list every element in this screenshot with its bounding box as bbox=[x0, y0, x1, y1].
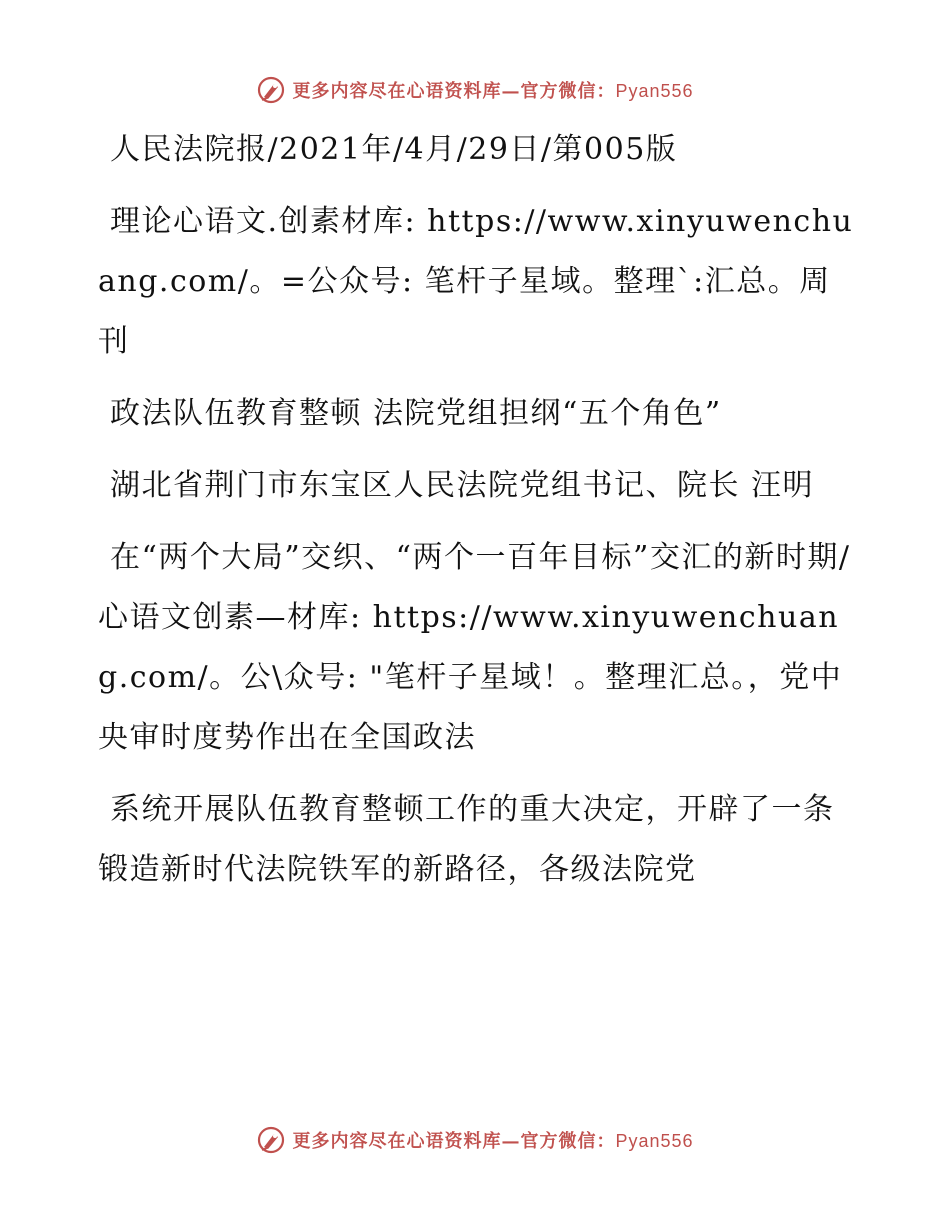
source-line: 人民法院报/2021年/4月/29日/第005版 bbox=[110, 132, 678, 167]
banner-text bbox=[292, 1127, 693, 1153]
banner-prefix: 更多内容尽在心语资料库—官方微信： bbox=[292, 1131, 616, 1152]
banner-prefix: 更多内容尽在心语资料库—官方微信： bbox=[292, 81, 616, 102]
header-watermark-banner bbox=[0, 72, 950, 108]
banner-wechat-id: Pyan556 bbox=[615, 81, 694, 101]
banner-text bbox=[292, 77, 693, 103]
paragraph: 系统开展队伍教育整顿工作的重大决定，开辟了一条锻造新时代法院铁军的新路径，各级法院党 bbox=[98, 792, 835, 887]
banner-wechat-id: Pyan556 bbox=[615, 1131, 694, 1151]
pen-nib-logo-icon bbox=[256, 75, 286, 105]
paragraph: 理论心语文.创素材库: https://www.xinyuwenchuang.com/。=公众号: 笔杆子星域。整理`:汇总。周刊 bbox=[98, 204, 854, 359]
footer-watermark-banner bbox=[0, 1122, 950, 1158]
author-line: 湖北省荆门市东宝区人民法院党组书记、院长 汪明 bbox=[110, 468, 815, 503]
document-body bbox=[98, 120, 858, 912]
article-title: 政法队伍教育整顿 法院党组担纲“五个角色” bbox=[110, 396, 722, 431]
paragraph: 在“两个大局”交织、“两个一百年目标”交汇的新时期/心语文创素—材库: https://www.xinyuwenchuang.com/。公\众号: "笔杆子星域！。整理汇总。，党中央审时度势作出在全国政法 bbox=[98, 540, 851, 755]
pen-nib-logo-icon bbox=[256, 1125, 286, 1155]
